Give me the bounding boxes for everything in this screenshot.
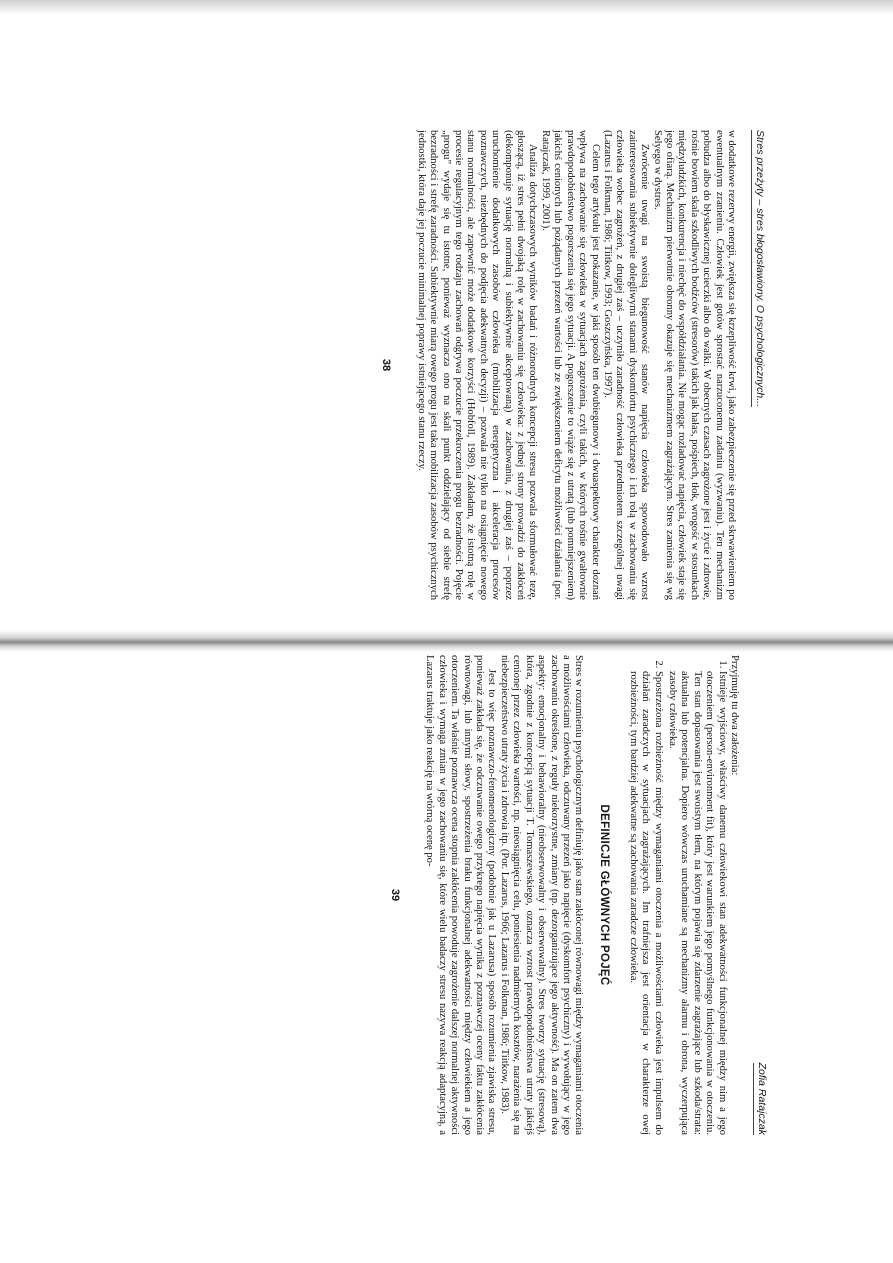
author-name: Zofia Ratajczak	[753, 1063, 768, 1135]
paragraph: Celem tego artykułu jest pokazanie, w jaki sposób ten dwubiegunowy i dwuaspektowy charakter doznań wpływa na zachowanie się człowieka w sytuacjach zagrożenia, czyli takich, w których rośnie gwałtownie prawdopodobieństwo pogorszenia się jego sytuacji. A pogorszenie to wiąże się z utratą (lub pomniejszeniem) jakichś cenionych lub pożądanych przezeń wartości lub ze zwiększeniem deficytu możliwości działania (por. Ratajczak, 1999, 2001).	[539, 130, 601, 600]
section-title: DEFINICJE GŁÓWNYCH POJĘĆ	[598, 804, 611, 986]
page-39	[78, 655, 768, 1135]
assumptions-intro: Przyjmuję tu dwa założenia:	[729, 655, 740, 776]
scan-top-edge	[0, 0, 893, 14]
book-gutter	[0, 630, 893, 652]
running-head-right	[754, 655, 768, 1135]
page-number: 38	[380, 358, 393, 372]
running-head-left: Stres przeżyty – stres błogosławiony. O psychologicznych...	[751, 130, 766, 407]
assumptions-list	[626, 655, 727, 1135]
paragraph: Zwrócenie uwagi na swoistą biegunowość stanów napięcia człowieka spowodowało wzrost zainteresowania subiektywnie dolegliwymi stanami dyskomfortu psychicznego i ich rolą w zachowaniu się człowieka wobec zagrożeń, z drugiej zaś – uczyniło zaradność człowieka przedmiotem szczególnej uwagi (Lazarus i Folkman, 1986; Tiitkow, 1993; Goszczyńska, 1997).	[601, 130, 651, 600]
list-item: 1. Istnieje wyjściowy, właściwy danemu człowiekowi stan adekwatności funkcjonalnej między nim a jego otoczeniem (person-environment fit), który jest warunkiem jego pomyślnego funkcjonowania w otoczeniu. Ten stan dopasowania jest swoistym tłem, na którym pojawia się zdarzenie zagrażające lub szkoda/strata: aktualna lub potencjalna. Dopiero wówczas uruchamiane są mechanizmy alarmu i obrona, wyczerpująca zasoby człowieka.	[666, 671, 728, 1135]
page-38	[90, 130, 770, 600]
paragraph: Jest to więc poznawczo-fenomenologiczny (podobnie jak u Lazarusa) sposób rozumienia zjawiska stresu, ponieważ zakłada się, że odczuwanie owego przykrego napięcia wynika z poznawczej oceny faktu zakłócenia równowagi, lub innymi słowy, spostrzeżenia braku funkcjonalnej adekwatności między człowiekiem a jego otoczeniem. Ta właśnie poznawcza ocena stopnia zakłócenia powoduje zagrożenie dalszej normalnej aktywności człowieka i wymaga zmian w jego zachowaniu się, które wielu badaczy stresu nazywa reakcją adaptacyjną, a Lazarus traktuje jako reakcję na wtórną ocenę po-	[424, 655, 498, 1135]
list-item: 2. Spostrzeżona rozbieżność między wymaganiami otoczenia a możliwościami człowieka jest impulsem do działań zaradczych w sytuacjach zagrażających. Im trafniejsza jest orientacja w charakterze owej rozbieżności, tym bardziej adekwatne są zachowania zaradcze człowieka.	[626, 671, 663, 1135]
paragraph: w dodatkowe rezerwy energii, zwiększa się krzepliwość krwi, jako zabezpieczenie się przed skrwawieniem po ewentualnym zranieniu. Człowiek jest gotów sprostać narzuconemu zadaniu (wyzwaniu). Ten mechanizm pobudza albo do błyskawicznej ucieczki albo do walki. W obecnych czasach zagrożone jest i życie i zdrowie, rośnie bowiem skala szkodliwych bodźców (stresorów) takich jak hałas, pośpiech, tłok, wrogość w stosunkach międzyludzkich, konkurencja i niechęć do współdziałania. Nie mogąc rozładować napięcia, człowiek staje się jego ofiarą. Mechanizm pierwotnie obronny okazuje się mechanizmem zagrażającym. Stres zamienia się wg Selyego w dystres.	[651, 130, 737, 600]
page-number: 39	[389, 888, 402, 902]
paragraph: Stres w rozumieniu psychologicznym definiuję jako stan zakłóconej równowagi między wymaganiami otoczenia a możliwościami człowieka, odczuwany przezeń jako napięcie (dyskomfort psychiczny) i wywołujący w jego zachowaniu określone, z reguły niekorzystne, zmiany (np. dezorganizujące jego aktywność). Ma on zatem dwa aspekty: emocjonalny i behawioralny (nieobserwowalny i obserwowalny). Stres tworzy sytuację (stresową), która, zgodnie z koncepcją sytuacji T. Tomaszewskiego, oznacza wzrost prawdopodobieństwa utraty jakiejś cenionej przez człowieka wartości, np. nieosiągnięcia celu, poniesienia nadmiernych kosztów, narażenia się na niebezpieczeństwo utraty życia i zdrowia itp. (Por. Lazarus, 1966; Lazarus i Folkman, 1986; Tiitkow, 1983).	[498, 655, 585, 1135]
paragraph: Analiza dotychczasowych wyników badań i różnorodnych koncepcji stresu pozwala sformułować tezę, głoszącą, iż stres pełni dwojaką rolę w zachowaniu się człowieka: z jednej strony prowadzi do zakłóceń (dekomponuje sytuację normalną i subiektywnie akceptowaną) w zachowaniu, z drugiej zaś – poprzez uruchomienie dodatkowych zasobów człowieka (mobilizacja energetyczna i akceleracja procesów poznawczych, niezbędnych do podjęcia adekwatnych decyzji) – pozwala nie tylko na osiągnięcie nowego stanu normalności, ale zapewnić może dodatkowe korzyści (Hobfoll, 1989). Zakładam, że istotną rolę w procesie regulacyjnym tego rodzaju zachowań odgrywa poczucie przekroczenia progu bezradności. Pojęcie „progu” wydaje się tu istotne, ponieważ wyznacza ono na skali punkt oddzielający od siebie strefę bezradności i strefę zaradności. Subiektywnie miarą owego progu jest taka mobilizacja zasobów psychicznych jednostki, która daje jej poczucie minimalnej poprawy istniejącego stanu rzeczy.	[415, 130, 539, 600]
